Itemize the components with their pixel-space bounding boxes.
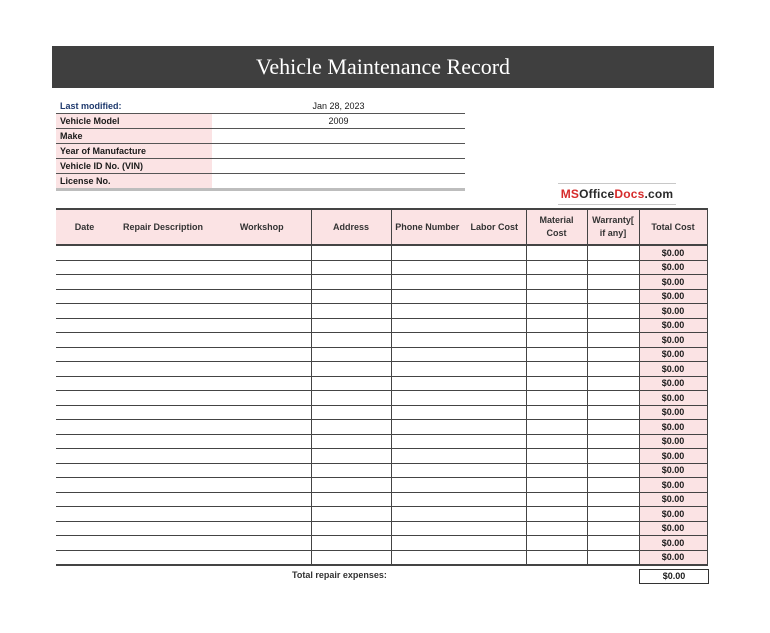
row-total-cost: $0.00 bbox=[639, 507, 707, 522]
table-cell[interactable] bbox=[311, 376, 391, 391]
table-cell[interactable] bbox=[56, 289, 113, 304]
table-cell[interactable] bbox=[56, 260, 113, 275]
table-cell[interactable] bbox=[113, 434, 213, 449]
table-cell[interactable] bbox=[526, 550, 587, 565]
row-total-cost: $0.00 bbox=[639, 376, 707, 391]
table-cell[interactable] bbox=[113, 550, 213, 565]
table-row bbox=[56, 550, 707, 565]
info-label: License No. bbox=[56, 174, 212, 190]
table-cell[interactable] bbox=[56, 420, 113, 435]
table-cell[interactable] bbox=[463, 304, 526, 319]
table-cell[interactable] bbox=[213, 478, 311, 493]
table-cell[interactable] bbox=[463, 478, 526, 493]
table-cell[interactable] bbox=[526, 333, 587, 348]
table-cell[interactable] bbox=[463, 333, 526, 348]
row-total-cost: $0.00 bbox=[639, 449, 707, 464]
table-cell[interactable] bbox=[311, 521, 391, 536]
table-cell[interactable] bbox=[113, 449, 213, 464]
table-cell[interactable] bbox=[56, 478, 113, 493]
table-cell[interactable] bbox=[311, 434, 391, 449]
table-cell[interactable] bbox=[311, 478, 391, 493]
table-row bbox=[56, 347, 707, 362]
table-row bbox=[56, 434, 707, 449]
table-cell[interactable] bbox=[213, 260, 311, 275]
table-cell[interactable] bbox=[311, 318, 391, 333]
table-row bbox=[56, 463, 707, 478]
table-cell[interactable] bbox=[56, 376, 113, 391]
table-cell[interactable] bbox=[391, 478, 463, 493]
table-cell[interactable] bbox=[56, 507, 113, 522]
info-value[interactable] bbox=[212, 129, 465, 144]
row-total-cost: $0.00 bbox=[639, 260, 707, 275]
table-cell[interactable] bbox=[56, 434, 113, 449]
table-cell[interactable] bbox=[311, 289, 391, 304]
row-total-cost: $0.00 bbox=[639, 275, 707, 290]
table-cell[interactable] bbox=[213, 275, 311, 290]
logo-com: .com bbox=[644, 187, 674, 201]
table-cell[interactable] bbox=[463, 289, 526, 304]
table-row bbox=[56, 449, 707, 464]
table-cell[interactable] bbox=[56, 304, 113, 319]
table-row bbox=[56, 304, 707, 319]
table-cell[interactable] bbox=[311, 449, 391, 464]
header-total-cost: Total Cost bbox=[639, 209, 707, 245]
header-labor-cost: Labor Cost bbox=[463, 209, 526, 245]
table-cell[interactable] bbox=[391, 521, 463, 536]
table-body bbox=[56, 245, 707, 565]
table-cell[interactable] bbox=[463, 376, 526, 391]
row-total-cost: $0.00 bbox=[639, 362, 707, 377]
table-cell[interactable] bbox=[113, 333, 213, 348]
table-cell[interactable] bbox=[463, 362, 526, 377]
table-cell[interactable] bbox=[311, 347, 391, 362]
table-cell[interactable] bbox=[463, 492, 526, 507]
table-cell[interactable] bbox=[587, 507, 639, 522]
table-cell[interactable] bbox=[56, 347, 113, 362]
info-row bbox=[56, 159, 465, 174]
table-row bbox=[56, 507, 707, 522]
maintenance-table bbox=[56, 208, 708, 566]
table-cell[interactable] bbox=[56, 362, 113, 377]
table-cell[interactable] bbox=[113, 245, 213, 260]
table-cell[interactable] bbox=[526, 318, 587, 333]
table-cell[interactable] bbox=[113, 420, 213, 435]
table-cell[interactable] bbox=[213, 449, 311, 464]
table-cell[interactable] bbox=[213, 521, 311, 536]
table-cell[interactable] bbox=[587, 260, 639, 275]
table-cell[interactable] bbox=[391, 463, 463, 478]
table-cell[interactable] bbox=[391, 347, 463, 362]
table-cell[interactable] bbox=[391, 275, 463, 290]
table-cell[interactable] bbox=[391, 405, 463, 420]
table-cell[interactable] bbox=[311, 507, 391, 522]
table-cell[interactable] bbox=[463, 347, 526, 362]
table-cell[interactable] bbox=[56, 449, 113, 464]
table-cell[interactable] bbox=[213, 507, 311, 522]
table-cell[interactable] bbox=[391, 362, 463, 377]
row-total-cost: $0.00 bbox=[639, 536, 707, 551]
info-label: Vehicle ID No. (VIN) bbox=[56, 159, 212, 174]
row-total-cost: $0.00 bbox=[639, 391, 707, 406]
table-cell[interactable] bbox=[213, 550, 311, 565]
total-repair-expenses-label: Total repair expenses: bbox=[292, 570, 387, 580]
table-cell[interactable] bbox=[391, 449, 463, 464]
table-cell[interactable] bbox=[587, 245, 639, 260]
table-cell[interactable] bbox=[213, 434, 311, 449]
table-cell[interactable] bbox=[463, 463, 526, 478]
table-cell[interactable] bbox=[113, 318, 213, 333]
table-cell[interactable] bbox=[213, 362, 311, 377]
table-cell[interactable] bbox=[463, 434, 526, 449]
table-cell[interactable] bbox=[463, 521, 526, 536]
logo-docs: Docs bbox=[614, 187, 645, 201]
table-cell[interactable] bbox=[56, 521, 113, 536]
table-cell[interactable] bbox=[311, 333, 391, 348]
info-value[interactable] bbox=[212, 159, 465, 174]
table-cell[interactable] bbox=[113, 463, 213, 478]
table-cell[interactable] bbox=[311, 405, 391, 420]
table-cell[interactable] bbox=[526, 492, 587, 507]
table-cell[interactable] bbox=[391, 318, 463, 333]
table-cell[interactable] bbox=[526, 405, 587, 420]
table-cell[interactable] bbox=[526, 260, 587, 275]
row-total-cost: $0.00 bbox=[639, 492, 707, 507]
last-modified-row bbox=[56, 99, 465, 114]
table-cell[interactable] bbox=[56, 275, 113, 290]
table-cell[interactable] bbox=[526, 449, 587, 464]
table-cell[interactable] bbox=[213, 347, 311, 362]
table-cell[interactable] bbox=[587, 347, 639, 362]
info-value[interactable]: 2009 bbox=[212, 114, 465, 129]
header-date: Date bbox=[56, 209, 113, 245]
table-cell[interactable] bbox=[587, 333, 639, 348]
table-cell[interactable] bbox=[391, 245, 463, 260]
table-cell[interactable] bbox=[587, 536, 639, 551]
table-row bbox=[56, 492, 707, 507]
msofficedocs-logo[interactable] bbox=[558, 183, 676, 205]
table-row bbox=[56, 405, 707, 420]
row-total-cost: $0.00 bbox=[639, 550, 707, 565]
table-cell[interactable] bbox=[56, 463, 113, 478]
table-row bbox=[56, 289, 707, 304]
info-row bbox=[56, 174, 465, 190]
info-label: Year of Manufacture bbox=[56, 144, 212, 159]
table-header-row bbox=[56, 209, 707, 245]
table-cell[interactable] bbox=[213, 376, 311, 391]
table-cell[interactable] bbox=[213, 536, 311, 551]
table-cell[interactable] bbox=[391, 260, 463, 275]
table-cell[interactable] bbox=[526, 289, 587, 304]
table-cell[interactable] bbox=[526, 245, 587, 260]
table-cell[interactable] bbox=[311, 391, 391, 406]
row-total-cost: $0.00 bbox=[639, 478, 707, 493]
row-total-cost: $0.00 bbox=[639, 434, 707, 449]
table-cell[interactable] bbox=[311, 362, 391, 377]
last-modified-value: Jan 28, 2023 bbox=[212, 99, 465, 114]
table-cell[interactable] bbox=[391, 492, 463, 507]
table-cell[interactable] bbox=[56, 245, 113, 260]
row-total-cost: $0.00 bbox=[639, 347, 707, 362]
table-cell[interactable] bbox=[463, 536, 526, 551]
table-cell[interactable] bbox=[311, 463, 391, 478]
table-cell[interactable] bbox=[56, 391, 113, 406]
row-total-cost: $0.00 bbox=[639, 304, 707, 319]
table-cell[interactable] bbox=[213, 420, 311, 435]
header-workshop: Workshop bbox=[213, 209, 311, 245]
table-cell[interactable] bbox=[526, 478, 587, 493]
info-label: Vehicle Model bbox=[56, 114, 212, 129]
table-cell[interactable] bbox=[526, 463, 587, 478]
table-cell[interactable] bbox=[526, 362, 587, 377]
table-cell[interactable] bbox=[56, 405, 113, 420]
table-cell[interactable] bbox=[213, 304, 311, 319]
table-cell[interactable] bbox=[391, 304, 463, 319]
table-cell[interactable] bbox=[311, 245, 391, 260]
table-cell[interactable] bbox=[526, 391, 587, 406]
table-cell[interactable] bbox=[213, 318, 311, 333]
row-total-cost: $0.00 bbox=[639, 289, 707, 304]
last-modified-label: Last modified: bbox=[56, 99, 212, 114]
logo-ms: MS bbox=[560, 187, 580, 201]
table-row bbox=[56, 260, 707, 275]
table-cell[interactable] bbox=[463, 550, 526, 565]
table-cell[interactable] bbox=[587, 318, 639, 333]
table-cell[interactable] bbox=[113, 391, 213, 406]
table-cell[interactable] bbox=[587, 420, 639, 435]
row-total-cost: $0.00 bbox=[639, 463, 707, 478]
table-cell[interactable] bbox=[213, 289, 311, 304]
table-cell[interactable] bbox=[213, 391, 311, 406]
info-row bbox=[56, 144, 465, 159]
table-cell[interactable] bbox=[113, 507, 213, 522]
table-cell[interactable] bbox=[463, 245, 526, 260]
table-cell[interactable] bbox=[113, 304, 213, 319]
table-cell[interactable] bbox=[391, 420, 463, 435]
table-cell[interactable] bbox=[391, 434, 463, 449]
info-value[interactable] bbox=[212, 174, 465, 190]
table-cell[interactable] bbox=[463, 260, 526, 275]
table-row bbox=[56, 318, 707, 333]
table-cell[interactable] bbox=[311, 304, 391, 319]
table-row bbox=[56, 333, 707, 348]
table-cell[interactable] bbox=[526, 420, 587, 435]
header-warranty: Warranty[ if any] bbox=[587, 209, 639, 245]
table-cell[interactable] bbox=[587, 478, 639, 493]
table-cell[interactable] bbox=[213, 245, 311, 260]
table-cell[interactable] bbox=[526, 434, 587, 449]
table-cell[interactable] bbox=[113, 260, 213, 275]
info-row bbox=[56, 129, 465, 144]
table-cell[interactable] bbox=[463, 507, 526, 522]
table-cell[interactable] bbox=[311, 420, 391, 435]
table-cell[interactable] bbox=[391, 550, 463, 565]
table-cell[interactable] bbox=[391, 289, 463, 304]
table-cell[interactable] bbox=[56, 536, 113, 551]
table-cell[interactable] bbox=[113, 275, 213, 290]
table-row bbox=[56, 536, 707, 551]
table-cell[interactable] bbox=[311, 492, 391, 507]
header-phone-number: Phone Number bbox=[391, 209, 463, 245]
table-cell[interactable] bbox=[587, 362, 639, 377]
table-cell[interactable] bbox=[587, 434, 639, 449]
table-row bbox=[56, 521, 707, 536]
table-cell[interactable] bbox=[587, 463, 639, 478]
table-row bbox=[56, 376, 707, 391]
table-cell[interactable] bbox=[113, 536, 213, 551]
table-row bbox=[56, 245, 707, 260]
table-cell[interactable] bbox=[311, 275, 391, 290]
table-cell[interactable] bbox=[587, 449, 639, 464]
row-total-cost: $0.00 bbox=[639, 405, 707, 420]
table-cell[interactable] bbox=[311, 536, 391, 551]
total-repair-expenses-value: $0.00 bbox=[639, 569, 709, 584]
table-cell[interactable] bbox=[213, 333, 311, 348]
header-address: Address bbox=[311, 209, 391, 245]
table-cell[interactable] bbox=[113, 376, 213, 391]
table-cell[interactable] bbox=[587, 289, 639, 304]
table-cell[interactable] bbox=[113, 405, 213, 420]
table-cell[interactable] bbox=[463, 405, 526, 420]
row-total-cost: $0.00 bbox=[639, 245, 707, 260]
table-cell[interactable] bbox=[587, 405, 639, 420]
table-row bbox=[56, 391, 707, 406]
table-row bbox=[56, 420, 707, 435]
table-cell[interactable] bbox=[526, 507, 587, 522]
table-cell[interactable] bbox=[391, 333, 463, 348]
table-row bbox=[56, 275, 707, 290]
row-total-cost: $0.00 bbox=[639, 333, 707, 348]
table-cell[interactable] bbox=[526, 347, 587, 362]
table-cell[interactable] bbox=[113, 492, 213, 507]
table-cell[interactable] bbox=[587, 521, 639, 536]
table-cell[interactable] bbox=[587, 492, 639, 507]
table-cell[interactable] bbox=[587, 550, 639, 565]
table-cell[interactable] bbox=[463, 318, 526, 333]
table-cell[interactable] bbox=[463, 275, 526, 290]
header-material-cost: Material Cost bbox=[526, 209, 587, 245]
table-cell[interactable] bbox=[113, 521, 213, 536]
table-cell[interactable] bbox=[587, 376, 639, 391]
table-cell[interactable] bbox=[526, 536, 587, 551]
table-cell[interactable] bbox=[113, 289, 213, 304]
info-label: Make bbox=[56, 129, 212, 144]
table-cell[interactable] bbox=[311, 550, 391, 565]
table-cell[interactable] bbox=[213, 405, 311, 420]
table-cell[interactable] bbox=[463, 420, 526, 435]
table-cell[interactable] bbox=[526, 376, 587, 391]
row-total-cost: $0.00 bbox=[639, 318, 707, 333]
table-row bbox=[56, 478, 707, 493]
row-total-cost: $0.00 bbox=[639, 521, 707, 536]
table-cell[interactable] bbox=[311, 260, 391, 275]
table-cell[interactable] bbox=[113, 362, 213, 377]
table-cell[interactable] bbox=[113, 478, 213, 493]
table-cell[interactable] bbox=[587, 275, 639, 290]
table-cell[interactable] bbox=[526, 304, 587, 319]
table-cell[interactable] bbox=[391, 536, 463, 551]
header-repair-description: Repair Description bbox=[113, 209, 213, 245]
table-cell[interactable] bbox=[56, 550, 113, 565]
table-cell[interactable] bbox=[213, 463, 311, 478]
table-cell[interactable] bbox=[587, 304, 639, 319]
info-value[interactable] bbox=[212, 144, 465, 159]
table-cell[interactable] bbox=[391, 507, 463, 522]
table-cell[interactable] bbox=[526, 275, 587, 290]
table-cell[interactable] bbox=[113, 347, 213, 362]
table-row bbox=[56, 362, 707, 377]
logo-office: Office bbox=[579, 187, 615, 201]
page-title: Vehicle Maintenance Record bbox=[52, 46, 714, 88]
table-cell[interactable] bbox=[587, 391, 639, 406]
table-cell[interactable] bbox=[463, 449, 526, 464]
table-cell[interactable] bbox=[391, 391, 463, 406]
table-cell[interactable] bbox=[56, 333, 113, 348]
table-cell[interactable] bbox=[391, 376, 463, 391]
vehicle-info-table bbox=[56, 99, 465, 191]
table-cell[interactable] bbox=[213, 492, 311, 507]
table-cell[interactable] bbox=[56, 492, 113, 507]
row-total-cost: $0.00 bbox=[639, 420, 707, 435]
table-cell[interactable] bbox=[56, 318, 113, 333]
table-cell[interactable] bbox=[463, 391, 526, 406]
info-row bbox=[56, 114, 465, 129]
table-cell[interactable] bbox=[526, 521, 587, 536]
